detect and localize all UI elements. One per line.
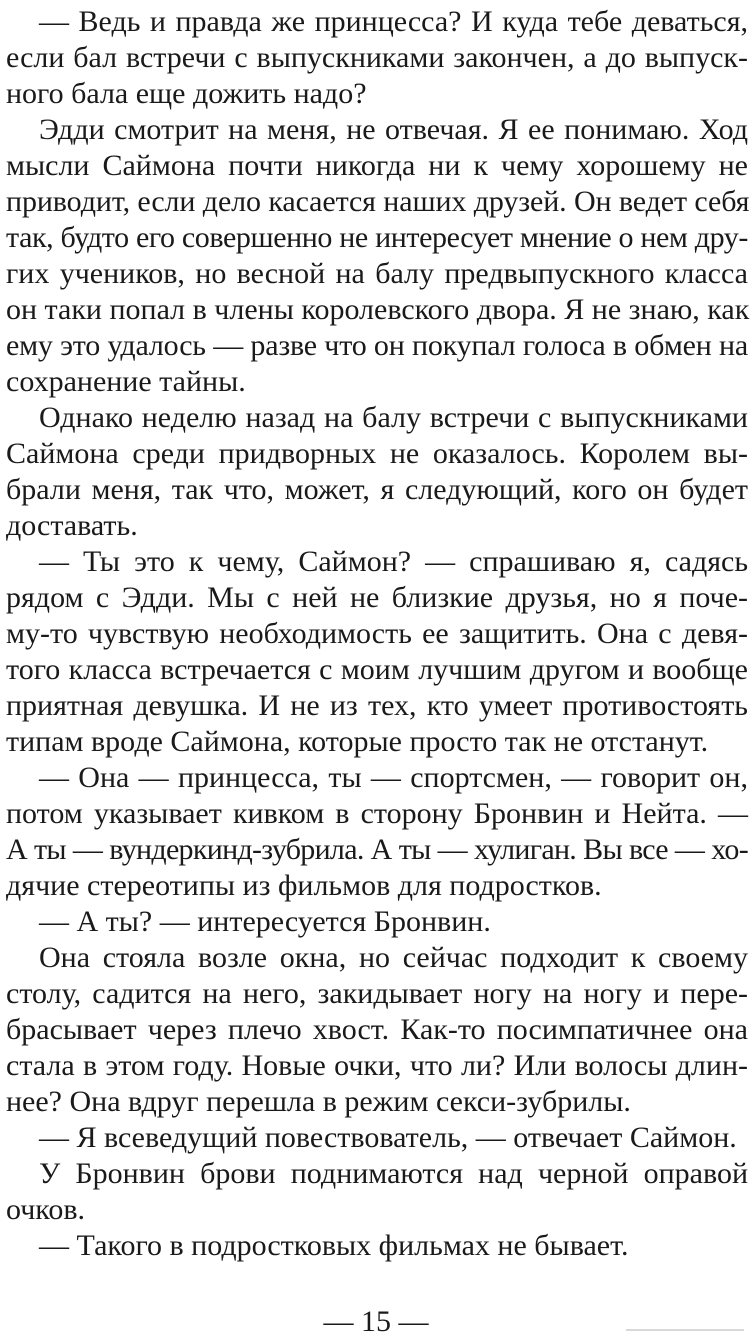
text-line: доставать. — [6, 509, 138, 542]
text-line: У Бронвин брови поднимаются над черной оправой — [39, 1157, 748, 1190]
text-line: — А ты? — интересуется Бронвин. — [39, 905, 491, 938]
text-line: ного бала еще дожить надо? — [6, 77, 367, 110]
text-line: нее? Она вдруг перешла в режим секси-зубрилы. — [6, 1085, 631, 1118]
scan-edge-mark — [626, 1329, 744, 1331]
text-line: того класса встречается с моим лучшим другом и вообще — [6, 653, 748, 686]
text-line: стала в этом году. Новые очки, что ли? Или волосы длин- — [6, 1049, 748, 1082]
text-line: приятная девушка. И не из тех, кто умеет противостоять — [6, 689, 748, 722]
text-line: потом указывает кивком в сторону Бронвин и Нейта. — — [6, 797, 748, 830]
text-line: — Она — принцесса, ты — спортсмен, — говорит он, — [39, 761, 748, 794]
text-line: так, будто его совершенно не интересует мнение о нем дру- — [6, 221, 748, 254]
text-line: брасывает через плечо хвост. Как-то посимпатичнее она — [6, 1013, 748, 1046]
text-line: Эдди смотрит на меня, не отвечая. Я ее понимаю. Ход — [39, 113, 748, 146]
text-line: гих учеников, но весной на балу предвыпускного класса — [6, 257, 748, 290]
text-line: мысли Саймона почти никогда ни к чему хорошему не — [6, 149, 748, 182]
text-line: столу, садится на него, закидывает ногу на ногу и пере- — [6, 977, 748, 1010]
text-line: Саймона среди придворных не оказалось. Королем вы- — [6, 437, 748, 470]
text-line: приводит, если дело касается наших друзей. Он ведет себя — [6, 185, 750, 218]
text-line: му-то чувствую необходимость ее защитить. Она с девя- — [6, 617, 748, 650]
text-line: типам вроде Саймона, которые просто так не отстанут. — [6, 725, 709, 758]
text-line: дячие стереотипы из фильмов для подростков. — [6, 869, 602, 902]
text-line: — Я всеведущий повествователь, — отвечает Саймон. — [39, 1121, 737, 1154]
text-line: А ты — вундеркинд-зубрила. А ты — хулиган. Вы все — хо- — [6, 833, 748, 866]
page-number: — 15 — — [323, 1305, 429, 1338]
text-line: он таки попал в члены королевского двора. Я не знаю, как — [6, 293, 750, 326]
text-line: Однако неделю назад на балу встречи с выпускниками — [39, 401, 748, 434]
text-line: брали меня, так что, может, я следующий, кого он будет — [6, 473, 748, 506]
text-line: очков. — [6, 1193, 86, 1226]
text-line: рядом с Эдди. Мы с ней не близкие друзья, но я поче- — [6, 581, 748, 614]
text-line: Она стояла возле окна, но сейчас подходит к своему — [39, 941, 748, 974]
text-line: если бал встречи с выпускниками закончен, а до выпуск- — [6, 41, 748, 74]
text-line: — Такого в подростковых фильмах не бывает. — [39, 1229, 629, 1262]
text-line: ему это удалось — разве что он покупал голоса в обмен на — [6, 329, 748, 362]
text-line: — Ведь и правда же принцесса? И куда тебе деваться, — [39, 5, 748, 38]
text-line: — Ты это к чему, Саймон? — спрашиваю я, садясь — [39, 545, 748, 578]
text-line: сохранение тайны. — [6, 365, 246, 398]
